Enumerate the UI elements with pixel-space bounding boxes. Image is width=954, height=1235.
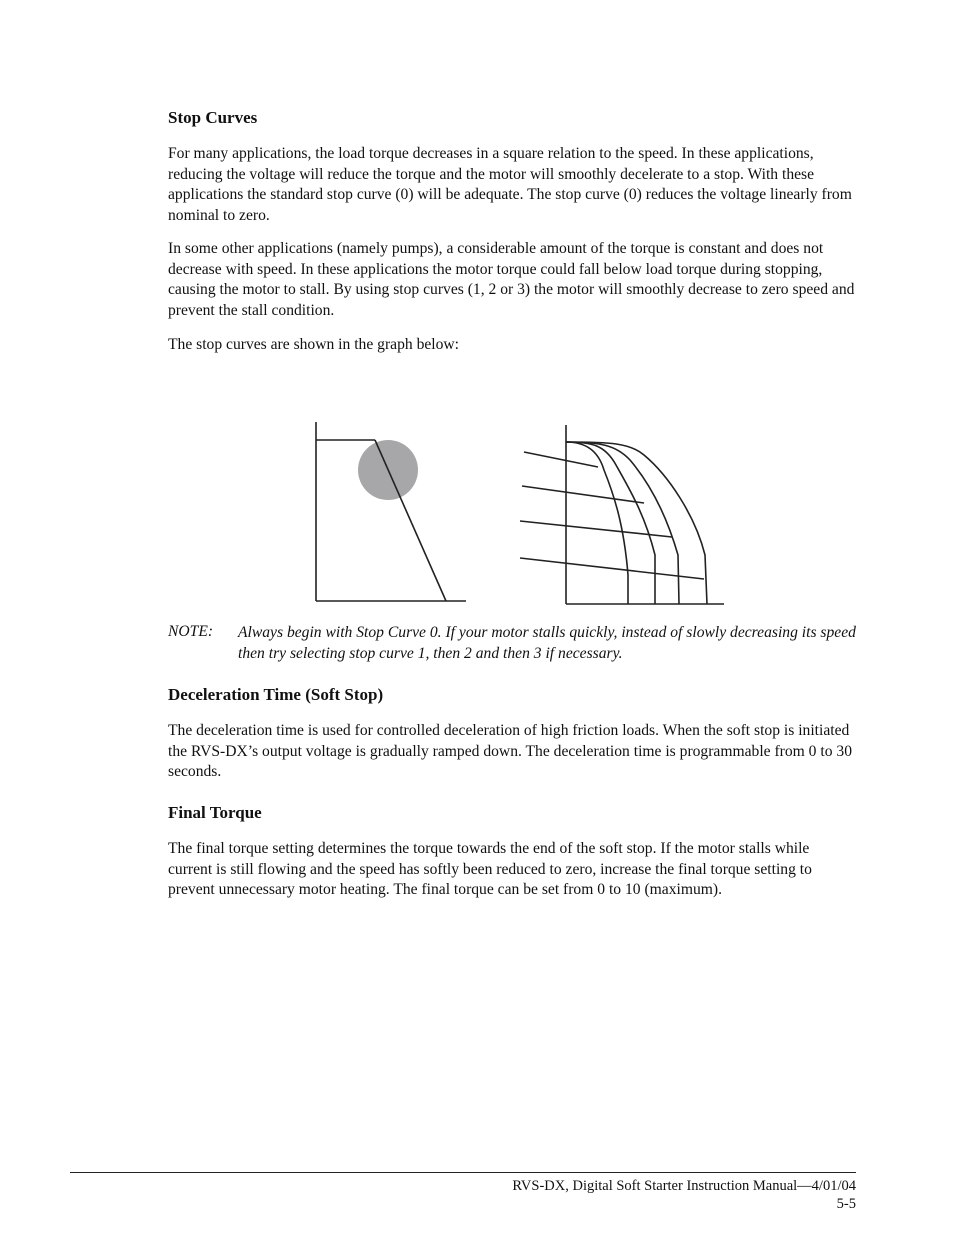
load-line-3 (520, 521, 672, 537)
paragraph-stop-curves-2: In some other applications (namely pumps), a considerable amount of the torque is constant and does not decrease with speed. In these applications the motor torque could fall below load torque during stopping, causing the motor to stall. By using stop curves (1, 2 or 3) the motor will smoothly decrease to zero speed and prevent the stall condition. (168, 240, 855, 319)
stop-curve-4 (566, 442, 707, 604)
heading-final-torque: Final Torque (168, 803, 262, 822)
heading-deceleration-time: Deceleration Time (Soft Stop) (168, 685, 384, 704)
stop-curves-1-3-graph (520, 425, 724, 604)
stop-curve-3 (566, 442, 679, 604)
stop-curve-2 (566, 442, 655, 604)
paragraph-stop-curves-1: For many applications, the load torque decreases in a square relation to the speed. In these applications, reducing the voltage will reduce the torque and the motor will smoothly decelerate to a stop. With these applications the standard stop curve (0) will be adequate. The stop curve (0) reduces the voltage linearly from nominal to zero. (168, 145, 852, 224)
stop-curve-0-graph (316, 422, 466, 601)
heading-stop-curves: Stop Curves (168, 108, 258, 127)
paragraph-stop-curves-3: The stop curves are shown in the graph below: (168, 336, 460, 353)
load-line-1 (524, 452, 598, 467)
stop-curves-figure (300, 415, 740, 610)
note-label: NOTE: (168, 623, 214, 640)
note-text: Always begin with Stop Curve 0. If your motor stalls quickly, instead of slowly decreasing its speed then try selecting stop curve 1, then 2 and then 3 if necessary. (238, 624, 856, 662)
footer-title: RVS-DX, Digital Soft Starter Instruction Manual—4/01/04 (512, 1178, 856, 1194)
stop-curves-graph (300, 415, 740, 610)
paragraph-final-torque: The final torque setting determines the torque towards the end of the soft stop. If the motor stalls while current is still flowing and the speed has softly been reduced to zero, increase the final torque setting to prevent unnecessary motor heating. The final torque can be set from 0 to 10 (maximum). (168, 840, 812, 898)
load-line-4 (520, 558, 704, 579)
paragraph-deceleration: The deceleration time is used for controlled deceleration of high friction loads. When the soft stop is initiated the RVS-DX’s output voltage is gradually ramped down. The deceleration time is programmable from 0 to 30 seconds. (168, 722, 852, 780)
load-line-2 (522, 486, 644, 503)
footer-divider (70, 1172, 856, 1173)
footer-page-number: 5-5 (836, 1196, 856, 1212)
